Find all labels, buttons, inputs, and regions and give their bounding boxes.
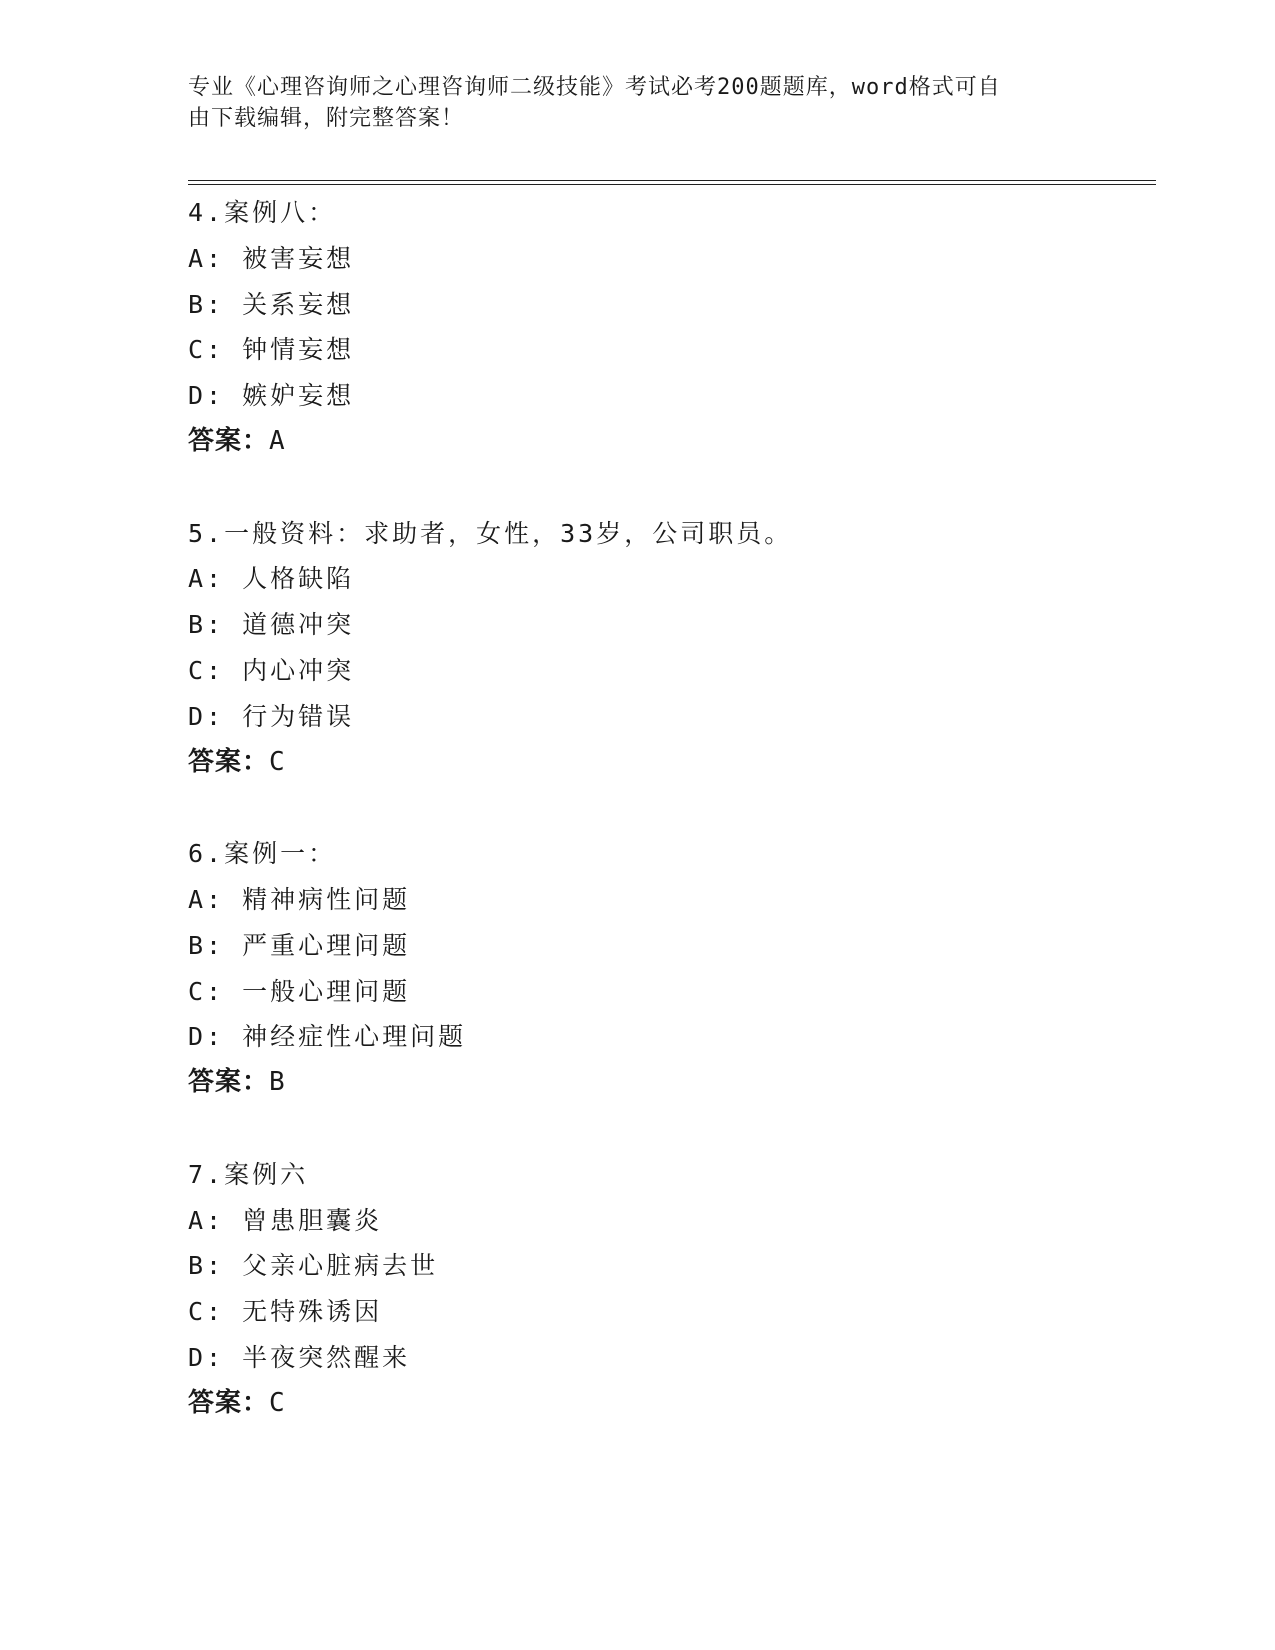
header-divider-top [188,180,1156,181]
answer-line [188,1381,1148,1427]
answer-label: 答案： [188,425,270,456]
answer-label: 答案： [188,746,270,777]
answer-label: 答案： [188,1067,270,1098]
spacer [188,465,1148,511]
question-stem: 5.一般资料：求助者，女性，33岁，公司职员。 [188,518,793,548]
answer-value: C [269,1387,286,1418]
option-d: D: 神经症性心理问题 [188,1022,467,1052]
option-a: A: 精神病性问题 [188,884,411,914]
question-stem: 7.案例六 [188,1159,309,1189]
question-list [188,190,1148,1427]
option-c: C: 内心冲突 [188,655,355,685]
option-c: C: 钟情妄想 [188,335,355,365]
option-b: B: 道德冲突 [188,610,355,640]
document-header [188,72,1068,134]
option-c: C: 一般心理问题 [188,976,411,1006]
answer-line [188,419,1148,465]
question-7 [188,1152,1148,1427]
answer-label: 答案： [188,1387,270,1418]
answer-value: B [269,1067,286,1098]
answer-value: C [269,746,286,777]
answer-line [188,740,1148,786]
spacer [188,1106,1148,1152]
option-c: C: 无特殊诱因 [188,1297,383,1327]
question-stem: 6.案例一： [188,839,337,869]
answer-value: A [269,425,286,456]
question-5 [188,511,1148,786]
header-line-2: 由下载编辑，附完整答案！ [188,106,465,131]
option-a: A: 被害妄想 [188,243,355,273]
header-divider-bottom [188,184,1156,185]
option-d: D: 行为错误 [188,701,355,731]
question-4 [188,190,1148,465]
question-stem: 4.案例八： [188,198,337,227]
option-d: D: 嫉妒妄想 [188,381,355,411]
answer-line [188,1060,1148,1106]
option-a: A: 曾患胆囊炎 [188,1205,383,1235]
header-line-1: 专业《心理咨询师之心理咨询师二级技能》考试必考200题题库，word格式可自 [188,75,1001,100]
question-6 [188,831,1148,1106]
option-a: A: 人格缺陷 [188,564,355,594]
spacer [188,785,1148,831]
option-b: B: 关系妄想 [188,289,355,319]
option-b: B: 严重心理问题 [188,930,411,960]
option-b: B: 父亲心脏病去世 [188,1251,439,1281]
option-d: D: 半夜突然醒来 [188,1342,411,1372]
